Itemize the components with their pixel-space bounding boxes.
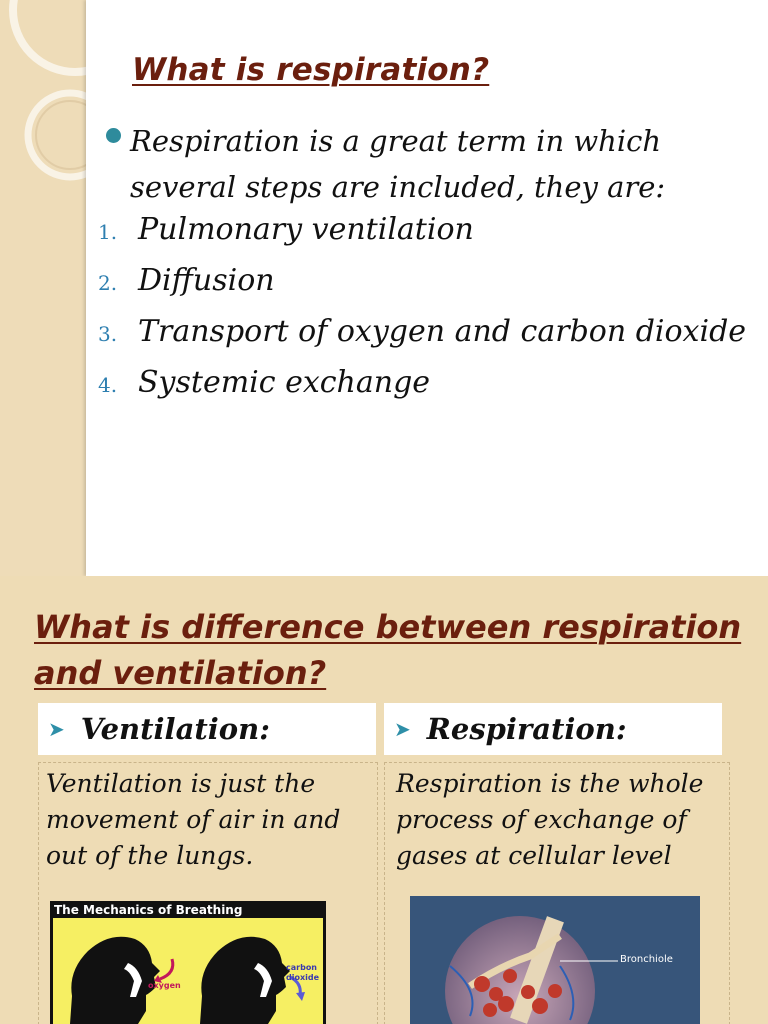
list-item <box>98 263 746 314</box>
list-number: 3. <box>98 322 118 346</box>
list-text: Pulmonary ventilation <box>138 212 474 247</box>
list-number: 2. <box>98 271 118 295</box>
respiration-definition: Respiration is the whole process of exchange of gases at cellular level <box>396 769 704 870</box>
list-text: Transport of oxygen and carbon dioxide <box>138 314 747 349</box>
list-item <box>98 314 746 365</box>
list-number: 1. <box>98 220 118 244</box>
list-number: 4. <box>98 373 118 397</box>
list-text: Systemic exchange <box>138 365 431 400</box>
slide-title: What is difference between respiration and ventilation? <box>34 608 742 692</box>
arrow-bullet-icon: ➤ <box>48 717 65 741</box>
list-item <box>98 212 746 263</box>
column-header-respiration <box>384 703 722 755</box>
slide-title: What is respiration? <box>132 52 490 88</box>
intro-text: Respiration is a great term in which several steps are included, they are: <box>130 124 666 204</box>
ventilation-definition: Ventilation is just the movement of air in and out of the lungs. <box>46 769 341 870</box>
decorative-circles-graphic <box>0 0 88 576</box>
slide-difference <box>0 576 768 1024</box>
bullet-dot-icon <box>106 128 121 143</box>
arrow-bullet-icon: ➤ <box>394 717 411 741</box>
column-header-ventilation <box>38 703 376 755</box>
column-heading: Ventilation: <box>80 712 270 746</box>
column-heading: Respiration: <box>426 712 627 746</box>
list-text: Diffusion <box>138 263 275 298</box>
breathing-diagram-image <box>50 901 326 1024</box>
figure-title: The Mechanics of Breathing <box>54 903 243 917</box>
intro-bullet <box>104 118 754 210</box>
bronchiole-image <box>410 896 700 1024</box>
steps-list <box>98 212 746 416</box>
breathing-diagram-graphic <box>50 901 326 1024</box>
figure-label-bronchiole: Bronchiole <box>620 954 673 965</box>
figure-label-oxygen: oxygen <box>148 981 181 990</box>
list-item <box>98 365 746 416</box>
figure-label-co2: carbon dioxide <box>286 963 320 982</box>
